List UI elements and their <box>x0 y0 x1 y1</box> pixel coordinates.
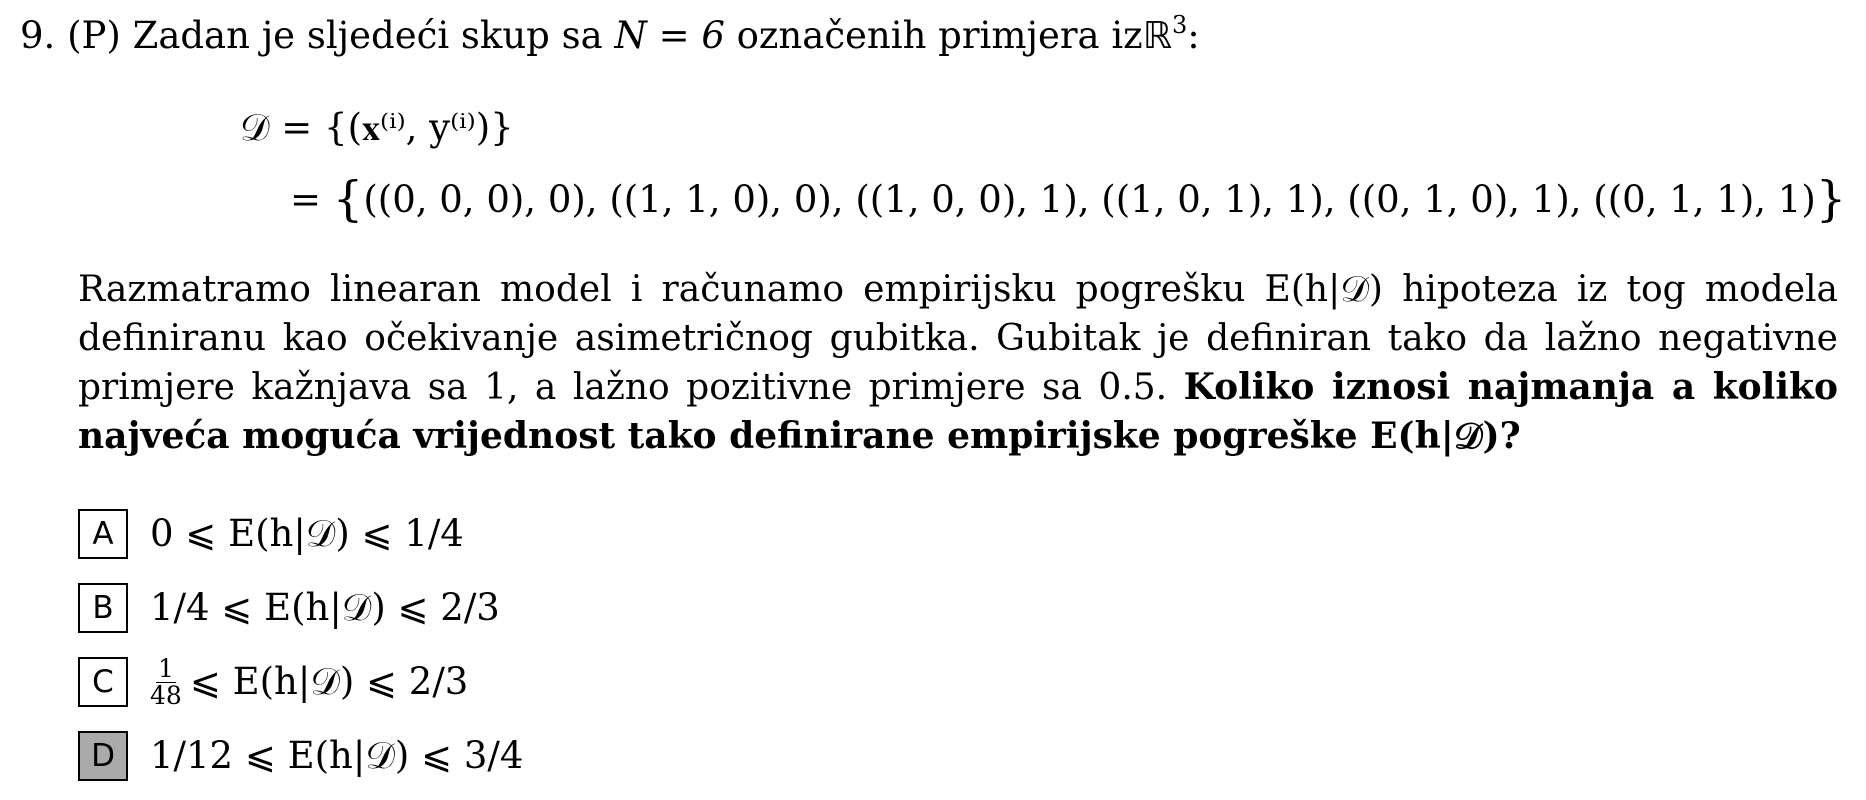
question-colon: : <box>1187 14 1200 57</box>
dataset-definition: 𝒟 = {(𝐱⁽ⁱ⁾, y⁽ⁱ⁾)} <box>240 106 514 149</box>
choice-c-box[interactable]: C <box>78 657 128 707</box>
choice-a[interactable] <box>78 508 464 560</box>
question-tag: (P) <box>67 14 121 57</box>
choice-b-text: 1/4 ⩽ E(h|𝒟) ⩽ 2/3 <box>150 586 500 629</box>
sample-count: N = 6 <box>614 14 725 57</box>
dataset-open-brace: { <box>332 171 364 227</box>
choice-a-text: 0 ⩽ E(h|𝒟) ⩽ 1/4 <box>150 512 464 555</box>
question-number: 9. <box>20 14 56 57</box>
choice-d-text: 1/12 ⩽ E(h|𝒟) ⩽ 3/4 <box>150 734 524 777</box>
dataset-definition-line2 <box>290 171 1847 227</box>
question-intro-before: Zadan je sljedeći skup sa <box>132 14 603 57</box>
question-description: Razmatramo linearan model i računamo empirijsku pogrešku E(h|𝒟) hipoteza iz tog modela definiranu kao očekivanje asimetričnog gubitka. Gubitak je definiran tako da lažno negativne primjere kažnjava sa 1, a lažno pozitivne primjere sa 0.5. <box>78 269 1838 408</box>
question-paragraph <box>78 265 1838 461</box>
dataset-definition-line1 <box>240 106 514 150</box>
dataset-equals: = <box>290 178 322 221</box>
choice-d-box-selected[interactable]: D <box>78 731 128 781</box>
choice-b-box[interactable]: B <box>78 583 128 633</box>
real-space-symbol: ℝ <box>1142 14 1172 57</box>
question-intro-after: označenih primjera iz <box>736 14 1143 57</box>
choice-d[interactable] <box>78 730 523 782</box>
choice-c[interactable] <box>78 653 469 710</box>
choice-b[interactable] <box>78 582 500 634</box>
dataset-close-brace: } <box>1815 171 1847 227</box>
choice-a-box[interactable]: A <box>78 509 128 559</box>
choice-c-text: ⩽ E(h|𝒟) ⩽ 2/3 <box>189 660 469 703</box>
question-header <box>20 11 1200 58</box>
choice-c-fraction-denominator: 48 <box>150 680 182 710</box>
real-space-exponent: 3 <box>1172 11 1188 39</box>
question-prompt: Koliko iznosi najmanja a koliko najveća moguća vrijednost tako definirane empirijske pogreške E(h|𝒟)? <box>78 366 1838 457</box>
choice-c-fraction <box>150 653 182 710</box>
dataset-elements: ((0, 0, 0), 0), ((1, 1, 0), 0), ((1, 0, 0), 1), ((1, 0, 1), 1), ((0, 1, 0), 1), ((0, 1, 1), 1) <box>363 178 1816 221</box>
choice-c-fraction-numerator: 1 <box>157 653 174 683</box>
